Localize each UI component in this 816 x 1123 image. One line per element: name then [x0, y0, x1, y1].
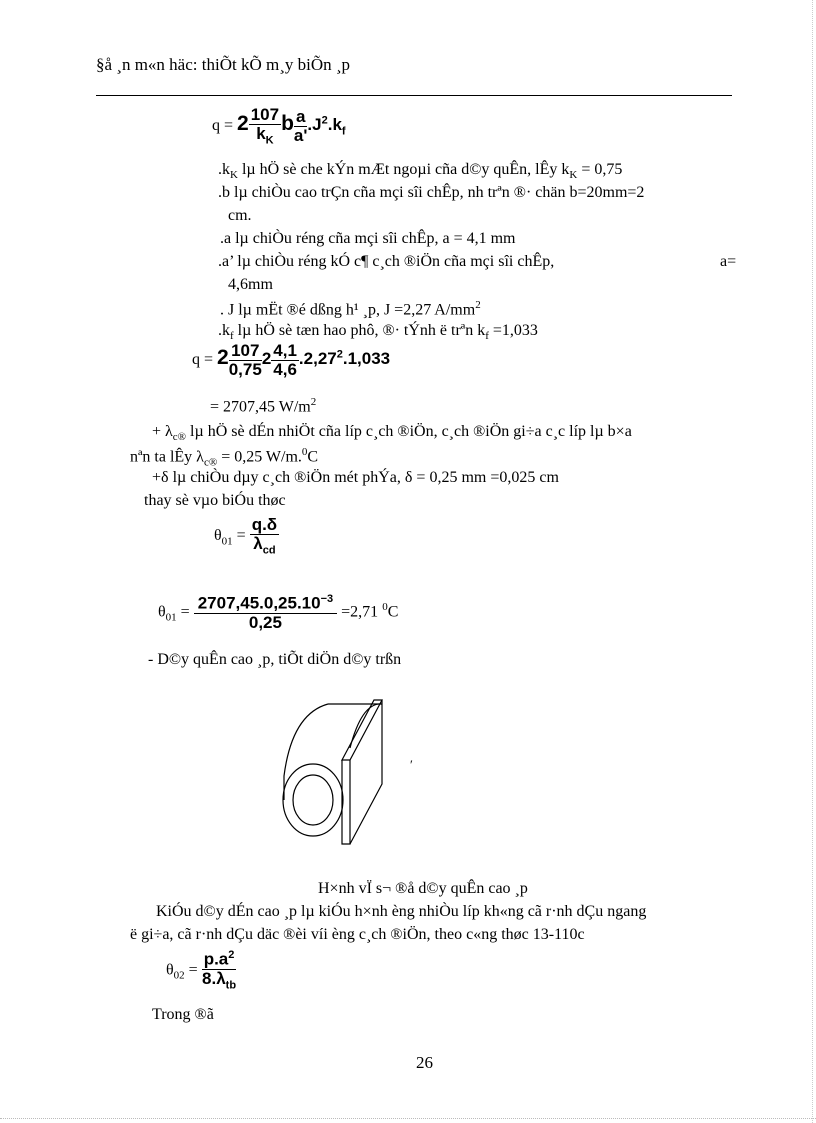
formula-qn-lhs: q = [192, 351, 214, 369]
delta-line: +δ lµ chiÒu dµy c¸ch ®iÖn mét phÝa, δ = 0,25 mm =0,025 cm [152, 469, 559, 486]
theta01n-frac [194, 594, 337, 631]
page-border-right [812, 0, 813, 1123]
formula-q-lhs: q = [212, 117, 234, 135]
def-a2-val: a= [720, 253, 737, 270]
cylinder-shape [283, 704, 382, 836]
formula-q-tail-sup: 2 [321, 114, 328, 127]
lambda-line2-sub: c® [203, 456, 218, 469]
page-header: §å ¸n m«n häc: thiÕt kÕ m¸y biÕn ¸p [96, 55, 351, 74]
formula-q-den1-sub: K [265, 134, 274, 147]
def-kk-b: lµ hÖ sè che kÝn mÆt ngoµi cña d©y quÊn, lÊy k [237, 161, 570, 178]
def-j-text: . J lµ mËt ®é dßng h¹ ¸p, J =2,27 A/mm [220, 301, 476, 319]
formula-q-b: b [281, 112, 294, 136]
theta02-num-sup: 2 [228, 949, 235, 961]
winding-diagram [270, 692, 440, 852]
bullet-line: - D©y quÊn cao ¸p, tiÕt diÖn d©y trßn [148, 651, 402, 668]
def-b-line1: .b lµ chiÒu cao trÇn cña mçi sîi chÊp, nh trªn ®· chän b=20mm=2 [218, 184, 645, 201]
insulation-plate [342, 700, 382, 844]
lambda-line2-c: C [307, 448, 319, 466]
formula-qn-num2: 4,1 [273, 341, 297, 360]
theta01n-den: 0,25 [248, 612, 282, 632]
theta01-frac [250, 516, 279, 557]
lambda-line1-b: lµ hÖ sè dÉn nhiÖt cña líp c¸ch ®iÖn, c¸ch ®iÖn gi÷a c¸c líp lµ b×a [186, 423, 632, 440]
theta02-den: 8.λ [202, 968, 226, 988]
formula-q-tail2: .k [327, 115, 342, 135]
figure-caption: H×nh vÏ s¬ ®å d©y quÊn cao ¸p [318, 880, 528, 897]
def-kk-b-sub: K [569, 169, 578, 182]
theta01-den: λ [253, 533, 263, 553]
lambda-line1-sub: c® [172, 431, 187, 444]
formula-qn-tail2: .1,033 [342, 349, 391, 369]
formula-q-num2: a [294, 108, 308, 127]
lambda-line2-a: nªn ta lÊy λ [130, 448, 204, 466]
formula-qn-mid: 2 [261, 349, 272, 369]
theta02-frac [202, 950, 237, 991]
formula-qn-tail-sup: 2 [336, 348, 343, 361]
para2-line2: ë gi÷a, cã r·nh dÇu däc ®èi víi èng c¸ch ®iÖn, theo c«ng thøc 13-110c [130, 926, 585, 943]
def-a2-line2: 4,6mm [228, 276, 273, 293]
def-kf-b: lµ hÖ sè tæn hao phô, ®· tÝnh ë trªn k [233, 322, 486, 339]
lambda-line1-a: + λ [152, 423, 173, 440]
theta02-lhs-sub: 02 [173, 969, 185, 982]
formula-qn-num1: 107 [229, 342, 262, 361]
def-kf-c: =1,033 [488, 322, 538, 339]
header-rule [96, 95, 732, 96]
theta01n-result-sup: 0 [382, 601, 388, 614]
theta01n-lhs-sub: 01 [165, 611, 177, 624]
formula-q-numeric [192, 342, 390, 379]
lambda-line2-b: = 0,25 W/m. [217, 448, 302, 466]
formula-q-coef: 2 [237, 112, 249, 136]
formula-q-tail: .J [307, 115, 322, 135]
result-q-sup: 2 [310, 396, 317, 408]
def-kk-c: = 0,75 [577, 161, 623, 178]
formula-qn-tail: .2,27 [298, 349, 337, 369]
lambda-line1 [152, 423, 632, 443]
theta02-lhs: θ [166, 961, 174, 979]
formula-q-den2: a' [293, 125, 308, 145]
formula-q-frac1 [249, 106, 281, 147]
def-kf-a: .k [218, 322, 230, 339]
theta01n-num: 2707,45.0,25.10 [197, 593, 321, 613]
theta01-eq: = [232, 527, 246, 545]
theta01-lhs-sub: 01 [221, 535, 233, 548]
def-kk-a: .k [218, 161, 230, 178]
theta02-den-sub: tb [225, 978, 237, 991]
def-a-line: .a lµ chiÒu réng cña mçi sîi chÊp, a = 4,1 mm [220, 230, 516, 247]
trong-line: Trong ®ã [152, 1006, 214, 1023]
def-kf [218, 322, 538, 342]
theta01-den-sub: cd [262, 544, 276, 557]
figure-tick-mark: ′ [410, 757, 413, 772]
lambda-line2 [130, 446, 318, 469]
def-kf-a-sub: f [230, 330, 234, 343]
theta01n-result-c: C [387, 603, 399, 621]
def-j-line [220, 299, 481, 319]
theta01n-result: =2,71 [341, 603, 383, 621]
lambda-line2-sup: 0 [301, 446, 308, 458]
formula-qn-den1: 0,75 [228, 359, 262, 379]
formula-qn-den2: 4,6 [273, 359, 297, 379]
formula-theta02 [166, 950, 236, 991]
theta02-eq: = [184, 961, 198, 979]
theta02-num: p.a [203, 949, 229, 969]
def-j-sup: 2 [475, 299, 481, 311]
theta01-num: q.δ [251, 515, 278, 534]
page-border-bottom [0, 1118, 816, 1119]
theta01-lhs: θ [214, 527, 222, 545]
thay-line: thay sè vµo biÓu thøc [144, 492, 286, 509]
theta01n-lhs: θ [158, 603, 166, 621]
formula-qn-coef: 2 [217, 346, 229, 370]
page-number: 26 [416, 1053, 433, 1072]
def-kk [218, 161, 622, 181]
formula-q-num1: 107 [250, 105, 280, 124]
para2-line1: KiÓu d©y dÉn cao ¸p lµ kiÓu h×nh èng nhiÒu líp kh«ng cã r·nh dÇu ngang [156, 903, 647, 920]
formula-q [212, 106, 346, 147]
def-b-line2: cm. [228, 207, 252, 224]
def-kk-a-sub: K [230, 169, 238, 182]
formula-q-frac2 [294, 108, 308, 145]
def-a2-line1: .a’ lµ chiÒu réng kÓ c¶ c¸ch ®iÖn cña mçi sîi chÊp, [218, 253, 555, 270]
formula-theta01 [214, 516, 279, 557]
theta01n-num-sup: −3 [320, 593, 334, 605]
theta01n-eq: = [176, 603, 190, 621]
result-q-text: = 2707,45 W/m [210, 398, 311, 416]
formula-qn-frac1 [229, 342, 262, 379]
formula-qn-frac2 [271, 342, 299, 379]
result-q [210, 396, 316, 416]
def-kf-b-sub: f [485, 330, 489, 343]
formula-theta01-numeric [158, 594, 398, 631]
formula-q-den1: k [256, 123, 266, 143]
formula-q-tail2-sub: f [341, 125, 346, 138]
